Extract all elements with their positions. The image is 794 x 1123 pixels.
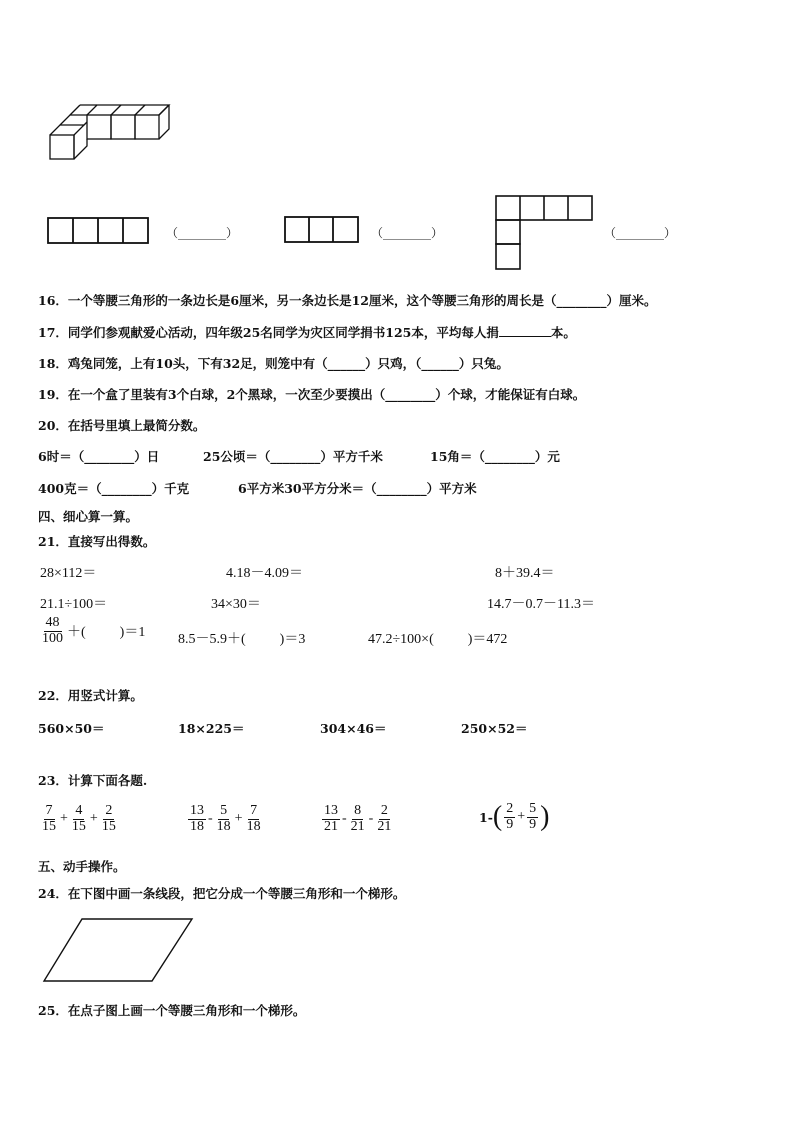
question-21-title: 21．直接写出得数。 (38, 534, 156, 549)
fraction: $\frac{7}{15}$ (42, 803, 56, 834)
q21-r1-a: 28×112＝ (40, 566, 97, 581)
view-figure-1 (47, 217, 149, 245)
section-4-heading: 四、细心算一算。 (38, 509, 139, 524)
q21-r3-c-lead: 47.2÷100×( (368, 632, 434, 647)
q21-r3-a-mid: ＋( (67, 625, 86, 641)
fraction: $\frac{2}{21}$ (377, 803, 392, 834)
q23-expr-2: $\frac{13}{18}$ - $\frac{5}{18}$ + $\frac{7}{18}$ (190, 803, 261, 834)
question-18: 18．鸡兔同笼，上有10头，下有32足，则笼中有（______）只鸡，（______）只兔。 (38, 356, 509, 371)
fraction: $\frac{13}{21}$ (324, 803, 338, 834)
q22-item-3: 304×46＝ (320, 721, 387, 736)
q21-r2-b: 34×30＝ (211, 597, 261, 612)
q20-item-1: 6时＝（________）日 (38, 449, 160, 464)
q21-r3-c (368, 628, 507, 648)
q23-expr-1: $\frac{7}{15}$ + $\frac{4}{15}$ + $\frac{2}{15}$ (42, 803, 116, 834)
q22-item-2: 18×225＝ (178, 721, 245, 736)
q22-item-4: 250×52＝ (461, 721, 528, 736)
question-16: 16．一个等腰三角形的一条边长是6厘米，另一条边长是12厘米，这个等腰三角形的周长是（________）厘米。 (38, 293, 657, 308)
q22-item-1: 560×50＝ (38, 721, 105, 736)
q21-r3-b-lead: 8.5－5.9＋( (178, 632, 246, 647)
parallelogram-figure[interactable] (42, 917, 196, 983)
q20-item-5: 6平方米30平方分米＝（________）平方米 (238, 481, 477, 496)
q21-r2-c: 14.7－0.7－11.3＝ (487, 597, 595, 612)
answer-blank-1[interactable]: （________） (166, 226, 239, 240)
question-17 (38, 323, 576, 341)
question-19: 19．在一个盒了里装有3个白球，2个黑球，一次至少要摸出（________）个球，才能保证有白球。 (38, 387, 586, 402)
question-17-tail: 本。 (550, 325, 576, 340)
q21-r2-a: 21.1÷100＝ (40, 597, 108, 612)
answer-blank-2[interactable]: （________） (371, 226, 444, 240)
view-figure-3 (495, 195, 595, 271)
fraction: $\frac{4}{15}$ (71, 803, 86, 834)
answer-blank[interactable] (499, 324, 551, 337)
q23-expr-4: 1- ( $\frac{2}{9}$ + $\frac{5}{9}$ ) (479, 801, 550, 833)
q20-item-2: 25公顷＝（________）平方千米 (203, 449, 383, 464)
question-23-title: 23．计算下面各题. (38, 773, 148, 788)
fraction: $\frac{13}{18}$ (190, 803, 204, 834)
q20-item-4: 400克＝（________）千克 (38, 481, 190, 496)
q23-expr-3: $\frac{13}{21}$ - $\frac{8}{21}$ - $\frac{2}{21}$ (324, 803, 392, 834)
fraction: $\frac{7}{18}$ (246, 803, 261, 834)
fraction: $\frac{5}{18}$ (216, 803, 231, 834)
fraction: $\frac{2}{9}$ (506, 801, 514, 832)
q20-item-3: 15角＝（________）元 (430, 449, 560, 464)
question-24: 24．在下图中画一条线段，把它分成一个等腰三角形和一个梯形。 (38, 886, 406, 901)
fraction: $\frac{48}{100}$ (42, 615, 63, 646)
question-22-title: 22．用竖式计算。 (38, 688, 143, 703)
q21-r3-b-end: )＝3 (279, 632, 306, 647)
q21-r3-c-end: )＝472 (467, 632, 508, 647)
cube-stack-figure (45, 100, 175, 165)
fraction: $\frac{5}{9}$ (529, 801, 537, 832)
question-20-title: 20．在括号里填上最简分数。 (38, 418, 206, 433)
question-17-text: 17．同学们参观献爱心活动，四年级25名同学为灾区同学捐书125本，平均每人捐 (38, 325, 499, 340)
view-figure-2 (284, 216, 360, 244)
q21-r3-a-end: )＝1 (119, 625, 146, 641)
fraction: $\frac{8}{21}$ (350, 803, 365, 834)
question-25: 25．在点子图上画一个等腰三角形和一个梯形。 (38, 1003, 306, 1018)
q21-r3-b (178, 628, 305, 648)
q21-r1-b: 4.18－4.09＝ (226, 566, 303, 581)
q21-r3-a (38, 616, 145, 646)
answer-blank-3[interactable]: （________） (604, 226, 677, 240)
fraction: $\frac{2}{15}$ (101, 803, 116, 834)
section-5-heading: 五、动手操作。 (38, 859, 126, 874)
q21-r1-c: 8＋39.4＝ (495, 566, 555, 581)
